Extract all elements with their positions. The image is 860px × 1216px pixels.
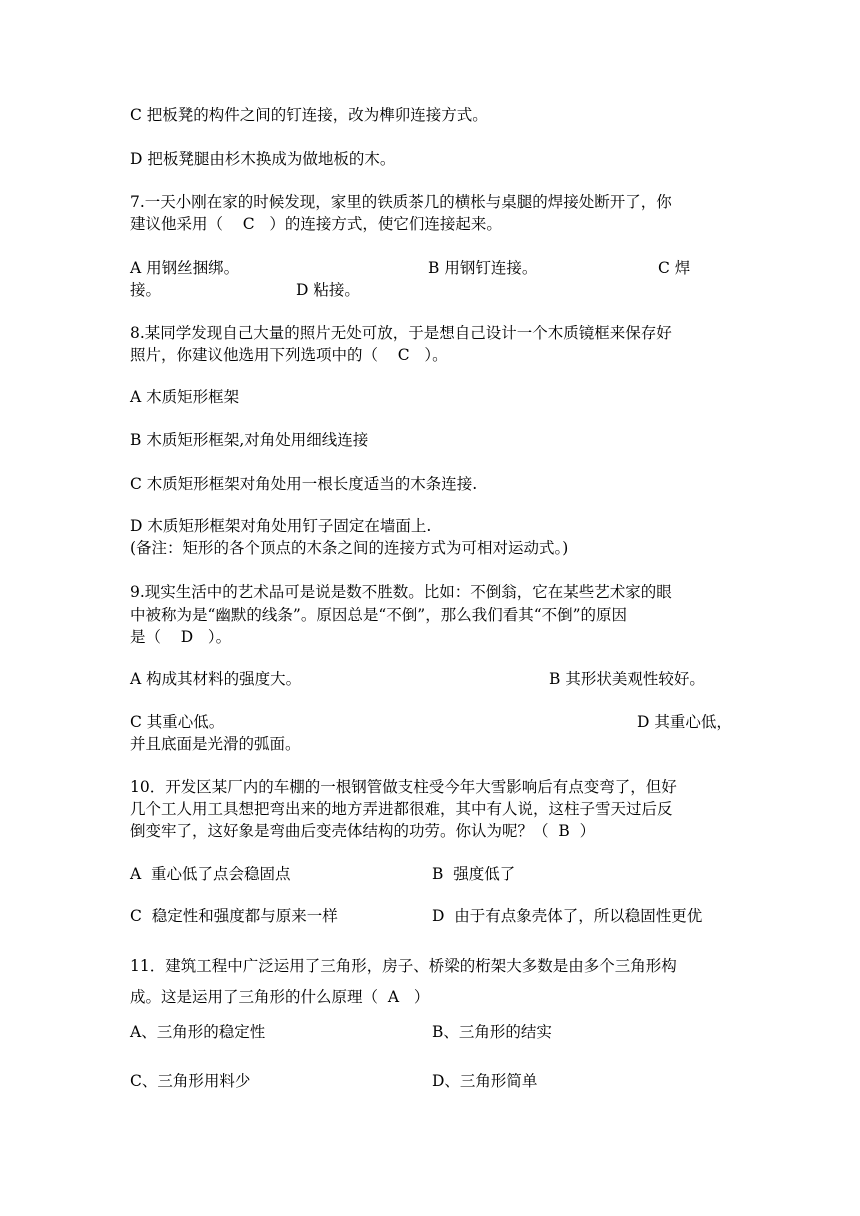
q7-stem-line2: 建议他采用（ C ）的连接方式，使它们连接起来。 (130, 215, 502, 233)
q7-stem-line1: 7.一天小刚在家的时候发现，家里的铁质茶几的横枨与桌腿的焊接处断开了，你 (130, 193, 672, 211)
q8-note: (备注：矩形的各个顶点的木条之间的连接方式为可相对运动式。) (130, 539, 569, 557)
q10-option-d: D 由于有点象壳体了，所以稳固性更优 (432, 907, 703, 925)
q11-option-c: C、三角形用料少 (130, 1072, 251, 1090)
q9-option-d-part1: D 其重心低， (637, 713, 732, 731)
q10-option-b: B 强度低了 (432, 865, 516, 883)
q7-option-a: A 用钢丝捆绑。 (130, 259, 240, 277)
q11-stem-line1: 11．建筑工程中广泛运用了三角形，房子、桥梁的桁架大多数是由多个三角形构 (130, 957, 677, 975)
q8-option-d: D 木质矩形框架对角处用钉子固定在墙面上. (130, 517, 432, 535)
q10-stem-line3: 倒变牢了，这好象是弯曲后变壳体结构的功劳。你认为呢？（ B ） (130, 822, 596, 840)
option-d-prev: D 把板凳腿由杉木换成为做地板的木。 (130, 150, 396, 168)
q11-stem-line2: 成。这是运用了三角形的什么原理（ A ） (130, 988, 430, 1006)
q7-option-c-part1: C 焊 (658, 259, 691, 277)
q11-option-b: B、三角形的结实 (432, 1023, 552, 1041)
q10-option-c: C 稳定性和强度都与原来一样 (130, 907, 338, 925)
q10-stem-line2: 几个工人用工具想把弯出来的地方弄进都很难，其中有人说，这柱子雪天过后反 (130, 800, 673, 818)
q8-option-b: B 木质矩形框架,对角处用细线连接 (130, 431, 369, 449)
q9-option-b: B 其形状美观性较好。 (549, 670, 705, 688)
q8-stem-line2: 照片，你建议他选用下列选项中的（ C ）。 (130, 346, 448, 364)
q9-option-c: C 其重心低。 (130, 713, 225, 731)
q10-stem-line1: 10．开发区某厂内的车棚的一根钢管做支柱受今年大雪影响后有点变弯了，但好 (130, 778, 677, 796)
q10-option-a: A 重心低了点会稳固点 (130, 865, 291, 883)
q7-option-c-part2: 接。 (130, 281, 162, 299)
q9-stem-line3: 是（ D ）。 (130, 628, 232, 646)
q8-option-c: C 木质矩形框架对角处用一根长度适当的木条连接. (130, 475, 478, 493)
q7-option-b: B 用钢钉连接。 (428, 259, 538, 277)
q7-option-d: D 粘接。 (296, 281, 360, 299)
q11-option-a: A、三角形的稳定性 (130, 1023, 266, 1041)
q8-stem-line1: 8.某同学发现自己大量的照片无处可放，于是想自己设计一个木质镜框来保存好 (130, 324, 672, 342)
q9-stem-line1: 9.现实生活中的艺术品可是说是数不胜数。比如：不倒翁，它在某些艺术家的眼 (130, 583, 672, 601)
q9-option-d-part2: 并且底面是光滑的弧面。 (130, 735, 301, 753)
q11-option-d: D、三角形简单 (432, 1072, 538, 1090)
q9-stem-line2: 中被称为是“幽默的线条”。原因总是“不倒”，那么我们看其“不倒”的原因 (130, 606, 628, 624)
option-c-prev: C 把板凳的构件之间的钉连接，改为榫卯连接方式。 (130, 106, 488, 124)
q8-option-a: A 木质矩形框架 (130, 388, 240, 406)
q9-option-a: A 构成其材料的强度大。 (130, 670, 302, 688)
